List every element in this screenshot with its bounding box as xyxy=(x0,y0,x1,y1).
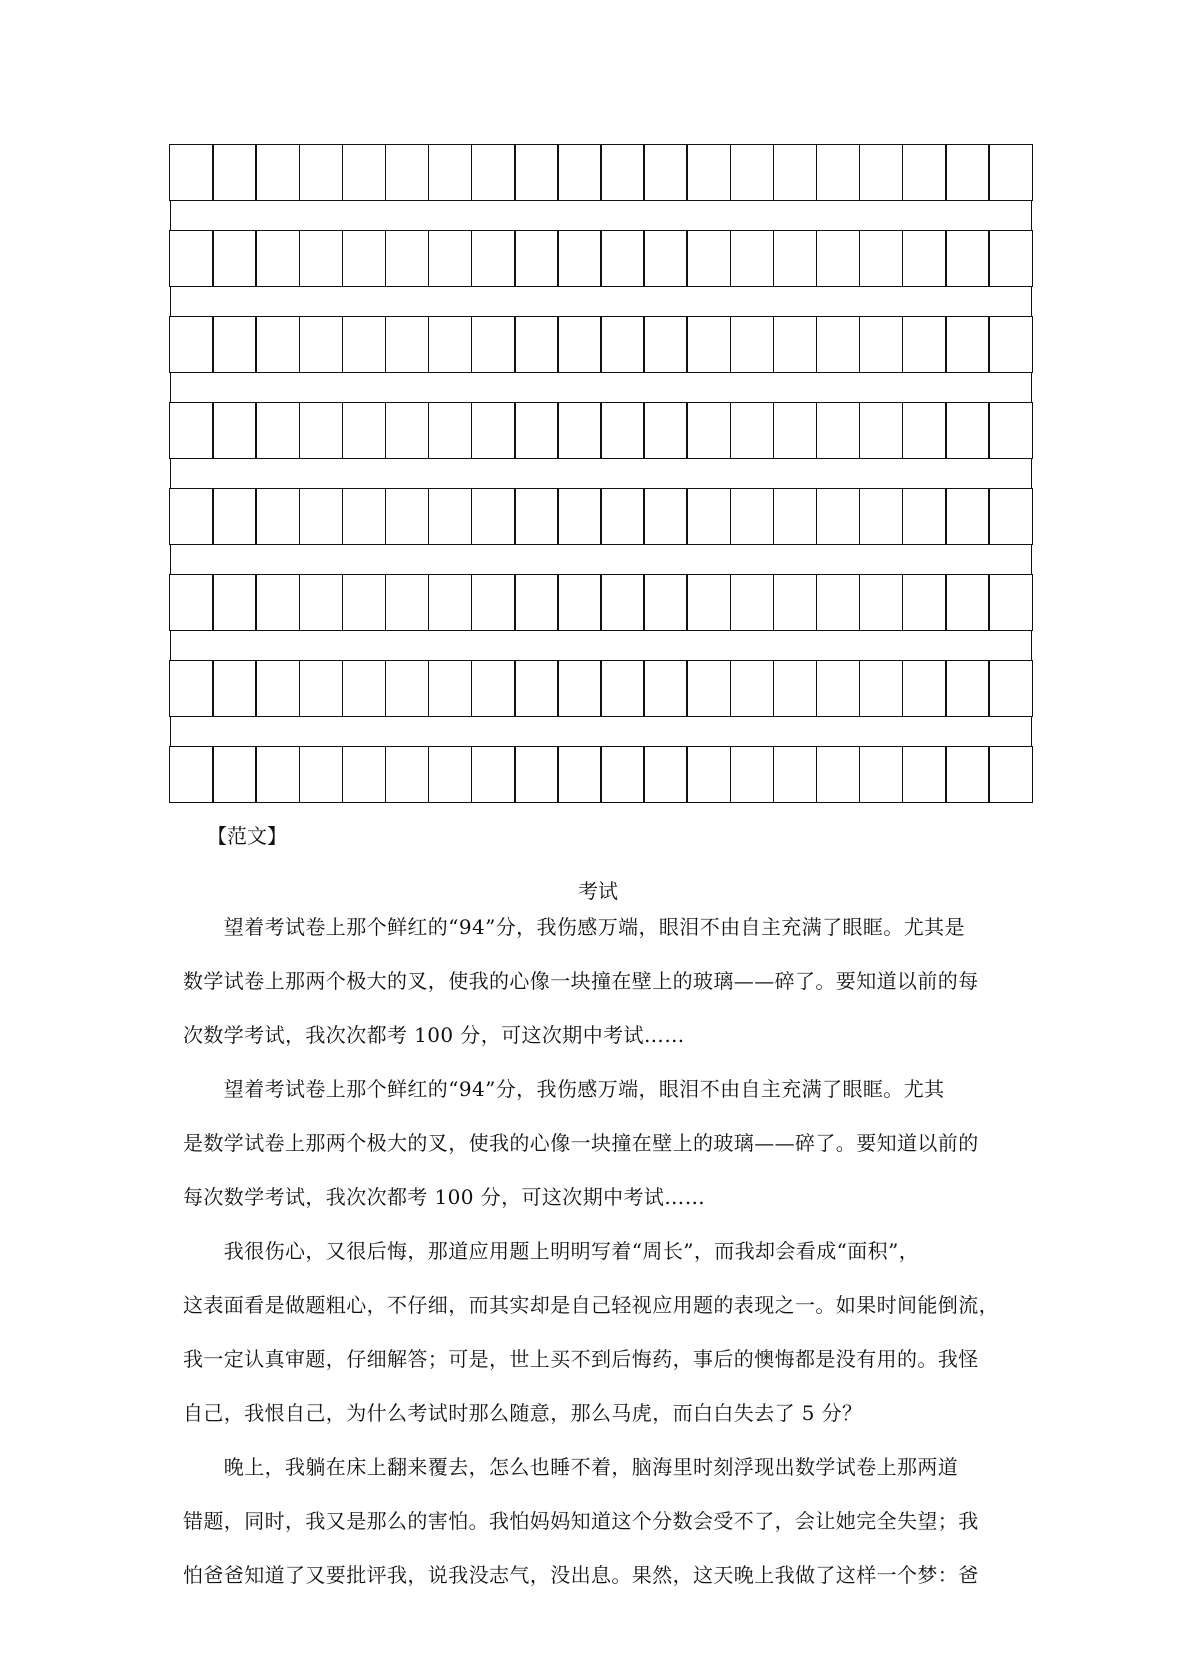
grid-cell xyxy=(600,230,645,287)
grid-cell xyxy=(988,230,1033,287)
grid-cell xyxy=(557,144,602,201)
grid-cell xyxy=(686,230,731,287)
grid-cell xyxy=(816,746,861,803)
essay-line: 错题，同时，我又是那么的害怕。我怕妈妈知道这个分数会受不了，会让她完全失望；我 xyxy=(183,1509,979,1533)
grid-cell xyxy=(945,660,990,717)
grid-row xyxy=(170,488,1032,545)
grid-cell xyxy=(643,316,688,373)
grid-cell xyxy=(988,488,1033,545)
essay-title: 考试 xyxy=(578,879,618,903)
grid-cell xyxy=(169,230,214,287)
grid-cell xyxy=(342,660,387,717)
grid-cell xyxy=(730,746,775,803)
grid-cell xyxy=(816,316,861,373)
grid-row xyxy=(170,402,1032,459)
essay-line: 是数学试卷上那两个极大的叉，使我的心像一块撞在壁上的玻璃——碎了。要知道以前的 xyxy=(183,1131,979,1155)
grid-cell xyxy=(945,488,990,545)
grid-cell xyxy=(212,230,257,287)
grid-cell xyxy=(557,316,602,373)
grid-cell xyxy=(643,402,688,459)
grid-cell xyxy=(773,574,818,631)
grid-cell xyxy=(557,746,602,803)
grid-cell xyxy=(686,402,731,459)
grid-cell xyxy=(600,316,645,373)
grid-cell xyxy=(255,316,300,373)
grid-cell xyxy=(342,574,387,631)
grid-cell xyxy=(212,574,257,631)
grid-cell xyxy=(299,402,344,459)
grid-cell xyxy=(902,402,947,459)
grid-cell xyxy=(169,144,214,201)
grid-cell xyxy=(686,316,731,373)
grid-cell xyxy=(514,316,559,373)
grid-cell xyxy=(730,144,775,201)
grid-row xyxy=(170,574,1032,631)
grid-cell xyxy=(428,574,473,631)
grid-cell xyxy=(514,230,559,287)
grid-cell xyxy=(816,574,861,631)
essay-line: 这表面看是做题粗心，不仔细，而其实却是自己轻视应用题的表现之一。如果时间能倒流， xyxy=(183,1293,999,1317)
grid-cell xyxy=(212,488,257,545)
grid-cell xyxy=(773,488,818,545)
grid-cell xyxy=(859,144,904,201)
grid-spacer xyxy=(170,372,1032,403)
grid-cell xyxy=(773,402,818,459)
grid-cell xyxy=(557,402,602,459)
essay-line: 每次数学考试，我次次都考 100 分，可这次期中考试…… xyxy=(183,1185,706,1209)
grid-cell xyxy=(945,746,990,803)
grid-spacer xyxy=(170,200,1032,231)
essay-line: 晚上，我躺在床上翻来覆去，怎么也睡不着，脑海里时刻浮现出数学试卷上那两道 xyxy=(183,1455,959,1479)
grid-cell xyxy=(730,230,775,287)
grid-cell xyxy=(988,660,1033,717)
grid-cell xyxy=(730,660,775,717)
grid-cell xyxy=(945,574,990,631)
grid-cell xyxy=(514,746,559,803)
grid-cell xyxy=(255,402,300,459)
grid-cell xyxy=(773,316,818,373)
grid-cell xyxy=(730,488,775,545)
grid-cell xyxy=(773,144,818,201)
grid-cell xyxy=(686,144,731,201)
grid-cell xyxy=(299,574,344,631)
grid-row xyxy=(170,144,1032,201)
grid-cell xyxy=(169,660,214,717)
grid-cell xyxy=(428,660,473,717)
essay-line: 数学试卷上那两个极大的叉，使我的心像一块撞在壁上的玻璃——碎了。要知道以前的每 xyxy=(183,969,979,993)
grid-cell xyxy=(471,660,516,717)
grid-row xyxy=(170,230,1032,287)
grid-cell xyxy=(212,746,257,803)
grid-cell xyxy=(902,660,947,717)
grid-row xyxy=(170,746,1032,803)
grid-cell xyxy=(600,144,645,201)
grid-cell xyxy=(988,574,1033,631)
grid-cell xyxy=(902,574,947,631)
essay-line: 望着考试卷上那个鲜红的“94”分，我伤感万端，眼泪不由自主充满了眼眶。尤其 xyxy=(183,1077,945,1101)
grid-cell xyxy=(169,402,214,459)
grid-cell xyxy=(816,230,861,287)
grid-cell xyxy=(385,660,430,717)
grid-cell xyxy=(169,574,214,631)
grid-row xyxy=(170,660,1032,717)
grid-cell xyxy=(385,402,430,459)
grid-cell xyxy=(212,144,257,201)
grid-cell xyxy=(686,574,731,631)
grid-cell xyxy=(299,746,344,803)
grid-cell xyxy=(385,316,430,373)
grid-spacer xyxy=(170,458,1032,489)
grid-cell xyxy=(859,488,904,545)
grid-cell xyxy=(385,144,430,201)
grid-cell xyxy=(902,488,947,545)
grid-cell xyxy=(212,316,257,373)
grid-cell xyxy=(471,488,516,545)
grid-cell xyxy=(730,574,775,631)
grid-cell xyxy=(902,746,947,803)
grid-cell xyxy=(385,574,430,631)
grid-cell xyxy=(557,660,602,717)
grid-cell xyxy=(988,316,1033,373)
grid-cell xyxy=(212,660,257,717)
grid-cell xyxy=(471,230,516,287)
grid-cell xyxy=(730,316,775,373)
grid-cell xyxy=(773,660,818,717)
grid-spacer xyxy=(170,544,1032,575)
grid-cell xyxy=(385,230,430,287)
grid-cell xyxy=(471,402,516,459)
grid-cell xyxy=(643,230,688,287)
grid-cell xyxy=(471,316,516,373)
grid-cell xyxy=(255,574,300,631)
grid-cell xyxy=(902,316,947,373)
grid-cell xyxy=(169,488,214,545)
grid-cell xyxy=(945,402,990,459)
grid-cell xyxy=(643,488,688,545)
essay-line: 我一定认真审题，仔细解答；可是，世上买不到后悔药，事后的懊悔都是没有用的。我怪 xyxy=(183,1347,979,1371)
grid-cell xyxy=(428,316,473,373)
grid-cell xyxy=(945,230,990,287)
essay-line: 自己，我恨自己，为什么考试时那么随意，那么马虎，而白白失去了 5 分？ xyxy=(183,1401,863,1425)
grid-cell xyxy=(686,488,731,545)
grid-cell xyxy=(859,746,904,803)
grid-cell xyxy=(773,230,818,287)
grid-cell xyxy=(342,144,387,201)
grid-cell xyxy=(988,746,1033,803)
grid-cell xyxy=(385,488,430,545)
grid-cell xyxy=(643,574,688,631)
writing-grid xyxy=(170,144,1032,803)
grid-cell xyxy=(514,402,559,459)
grid-cell xyxy=(557,488,602,545)
essay-line: 望着考试卷上那个鲜红的“94”分，我伤感万端，眼泪不由自主充满了眼眶。尤其是 xyxy=(183,915,965,939)
essay-line: 怕爸爸知道了又要批评我，说我没志气，没出息。果然，这天晚上我做了这样一个梦：爸 xyxy=(183,1563,979,1587)
grid-cell xyxy=(816,660,861,717)
grid-cell xyxy=(255,660,300,717)
grid-cell xyxy=(255,144,300,201)
grid-cell xyxy=(428,402,473,459)
grid-cell xyxy=(471,746,516,803)
grid-cell xyxy=(859,574,904,631)
grid-cell xyxy=(299,488,344,545)
grid-cell xyxy=(514,144,559,201)
grid-cell xyxy=(859,316,904,373)
grid-cell xyxy=(471,574,516,631)
grid-cell xyxy=(902,230,947,287)
grid-cell xyxy=(600,402,645,459)
grid-cell xyxy=(600,574,645,631)
grid-cell xyxy=(686,746,731,803)
grid-cell xyxy=(212,402,257,459)
grid-cell xyxy=(988,402,1033,459)
grid-cell xyxy=(255,230,300,287)
grid-cell xyxy=(428,144,473,201)
grid-spacer xyxy=(170,716,1032,747)
essay-line: 我很伤心，又很后悔，那道应用题上明明写着“周长”，而我却会看成“面积”， xyxy=(183,1239,920,1263)
grid-cell xyxy=(600,746,645,803)
grid-cell xyxy=(299,316,344,373)
grid-cell xyxy=(773,746,818,803)
grid-spacer xyxy=(170,630,1032,661)
grid-cell xyxy=(557,574,602,631)
grid-cell xyxy=(816,402,861,459)
grid-cell xyxy=(600,488,645,545)
grid-cell xyxy=(428,746,473,803)
essay-line: 次数学考试，我次次都考 100 分，可这次期中考试…… xyxy=(183,1023,685,1047)
grid-cell xyxy=(299,660,344,717)
grid-cell xyxy=(902,144,947,201)
grid-cell xyxy=(686,660,731,717)
grid-cell xyxy=(299,144,344,201)
grid-cell xyxy=(428,488,473,545)
grid-cell xyxy=(730,402,775,459)
grid-cell xyxy=(643,746,688,803)
grid-cell xyxy=(859,230,904,287)
grid-cell xyxy=(342,746,387,803)
grid-cell xyxy=(514,488,559,545)
grid-cell xyxy=(385,746,430,803)
grid-cell xyxy=(643,660,688,717)
grid-cell xyxy=(557,230,602,287)
grid-cell xyxy=(471,144,516,201)
grid-cell xyxy=(859,660,904,717)
grid-cell xyxy=(945,144,990,201)
grid-cell xyxy=(816,488,861,545)
grid-cell xyxy=(514,574,559,631)
grid-row xyxy=(170,316,1032,373)
grid-cell xyxy=(342,316,387,373)
grid-cell xyxy=(255,488,300,545)
grid-cell xyxy=(945,316,990,373)
grid-cell xyxy=(514,660,559,717)
grid-cell xyxy=(169,316,214,373)
grid-spacer xyxy=(170,286,1032,317)
grid-cell xyxy=(428,230,473,287)
grid-cell xyxy=(342,488,387,545)
grid-cell xyxy=(342,230,387,287)
grid-cell xyxy=(169,746,214,803)
grid-cell xyxy=(299,230,344,287)
grid-cell xyxy=(643,144,688,201)
grid-cell xyxy=(816,144,861,201)
grid-cell xyxy=(859,402,904,459)
grid-cell xyxy=(342,402,387,459)
grid-cell xyxy=(988,144,1033,201)
grid-cell xyxy=(255,746,300,803)
grid-cell xyxy=(600,660,645,717)
sample-essay-label: 【范文】 xyxy=(207,824,287,848)
